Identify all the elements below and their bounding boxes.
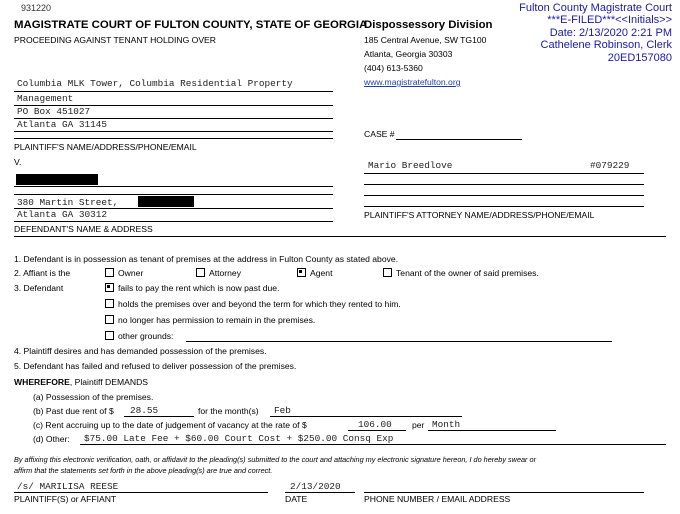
past-due-amount: 28.55 [130, 405, 159, 416]
checkbox-tenant[interactable] [383, 268, 539, 278]
stamp-line-4: Cathelene Robinson, Clerk [540, 39, 672, 52]
past-due-month-field[interactable] [270, 416, 462, 417]
case-number-field[interactable] [396, 139, 522, 140]
plaintiff-label: PLAINTIFF'S NAME/ADDRESS/PHONE/EMAIL [14, 142, 197, 152]
signature-field[interactable] [14, 492, 268, 493]
checkbox-agent-label: Agent [310, 268, 333, 278]
rent-rate-amount: 106.00 [358, 419, 392, 430]
signature-date-label: DATE [285, 494, 308, 504]
divider [364, 184, 644, 185]
redacted-defendant-name [16, 174, 98, 185]
contact-label: PHONE NUMBER / EMAIL ADDRESS [364, 494, 511, 504]
demand-c-label: (c) Rent accruing up to the date of judgement of vacancy at the rate of $ [33, 420, 307, 430]
attorney-name: Mario Breedlove [368, 160, 453, 171]
item-4: 4. Plaintiff desires and has demanded possession of the premises. [14, 346, 267, 356]
checkbox-other-grounds-label: other grounds: [118, 331, 174, 341]
checkbox-tenant-label: Tenant of the owner of said premises. [396, 268, 539, 278]
wherefore-bold: WHEREFORE [14, 377, 70, 387]
checkbox-icon [105, 268, 114, 277]
case-number-label: CASE # [364, 129, 395, 139]
plaintiff-line-2: Management [17, 93, 74, 104]
checkbox-icon [196, 268, 205, 277]
contact-field[interactable] [364, 492, 644, 493]
affirmation-line-1: By affixing this electronic verification, oath, or affidavit to the pleading(s) submitted to the court and attaching my electronic signature hereon, I do hereby swear or [14, 455, 537, 464]
checkbox-no-permission[interactable] [105, 315, 315, 325]
wherefore-heading [14, 377, 148, 387]
attorney-bar-number: #079229 [590, 160, 630, 171]
item-5: 5. Defendant has failed and refused to deliver possession of the premises. [14, 361, 297, 371]
checkbox-holds-over-label: holds the premises over and beyond the term for which they rented to him. [118, 299, 401, 309]
efile-stamp [519, 2, 672, 64]
division-website-link[interactable]: www.magistratefulton.org [364, 77, 461, 87]
court-title: MAGISTRATE COURT OF FULTON COUNTY, STATE OF GEORGIA [14, 19, 368, 31]
doc-number: 931220 [21, 3, 52, 13]
demand-a: (a) Possession of the premises. [33, 392, 154, 402]
checkbox-icon [105, 331, 114, 340]
demand-b-month-label: for the month(s) [198, 406, 259, 416]
plaintiff-line-3: PO Box 451027 [17, 106, 91, 117]
other-grounds-field[interactable] [186, 341, 612, 342]
rent-rate-period-field[interactable] [428, 430, 556, 431]
attorney-label: PLAINTIFF'S ATTORNEY NAME/ADDRESS/PHONE/EMAIL [364, 210, 595, 220]
rent-rate-period: Month [432, 419, 461, 430]
signature-label: PLAINTIFF(S) or AFFIANT [14, 494, 117, 504]
checkbox-attorney-label: Attorney [209, 268, 242, 278]
versus-label: V. [14, 157, 22, 167]
division-name: Dispossessory Division [364, 19, 493, 31]
divider [14, 131, 333, 132]
defendant-line-1: 380 Martin Street, [17, 197, 119, 208]
rent-rate-field[interactable] [348, 430, 406, 431]
checkbox-no-permission-label: no longer has permission to remain in the premises. [118, 315, 316, 325]
divider [14, 221, 333, 222]
item-1: 1. Defendant is in possession as tenant of premises at the address in Fulton County as stated above. [14, 254, 399, 264]
past-due-month: Feb [274, 405, 291, 416]
divider [14, 186, 333, 187]
demand-c-per: per [412, 420, 425, 430]
other-demands-field[interactable] [80, 444, 666, 445]
other-demands: $75.00 Late Fee + $60.00 Court Cost + $250.00 Consq Exp [84, 433, 394, 444]
checkbox-attorney[interactable] [196, 268, 241, 278]
checkbox-checked-icon [105, 283, 114, 292]
redacted-defendant-address [138, 196, 194, 207]
checkbox-owner-label: Owner [118, 268, 144, 278]
signature-value: /s/ MARILISA REESE [17, 481, 119, 492]
affirmation-line-2: affirm that the statements set forth in the above pleading(s) are true and correct. [14, 466, 273, 475]
demand-b-label: (b) Past due rent of $ [33, 406, 114, 416]
checkbox-icon [383, 268, 392, 277]
division-phone: (404) 613-5360 [364, 63, 423, 73]
defendant-label: DEFENDANT'S NAME & ADDRESS [14, 224, 153, 234]
checkbox-other-grounds[interactable] [105, 331, 173, 341]
plaintiff-line-4: Atlanta GA 31145 [17, 119, 108, 130]
checkbox-holds-over[interactable] [105, 299, 401, 309]
demand-d-label: (d) Other: [33, 434, 70, 444]
stamp-line-5: 20ED157080 [607, 51, 672, 64]
item-3-prefix: 3. Defendant [14, 283, 64, 293]
section-divider [14, 236, 666, 237]
division-address-2: Atlanta, Georgia 30303 [364, 49, 453, 59]
divider [14, 91, 333, 92]
divider [14, 138, 333, 139]
checkbox-owner[interactable] [105, 268, 143, 278]
divider [364, 206, 644, 207]
divider [14, 194, 333, 195]
checkbox-icon [105, 315, 114, 324]
past-due-amount-field[interactable] [124, 416, 194, 417]
checkbox-fails-to-pay[interactable] [105, 283, 279, 293]
wherefore-rest: , Plaintiff DEMANDS [69, 377, 149, 387]
signature-date-value: 2/13/2020 [290, 481, 341, 492]
signature-date-field[interactable] [285, 492, 355, 493]
checkbox-agent[interactable] [297, 268, 332, 278]
court-subtitle: PROCEEDING AGAINST TENANT HOLDING OVER [14, 35, 216, 45]
item-2-prefix: 2. Affiant is the [14, 268, 71, 278]
stamp-line-3: Date: 2/13/2020 2:21 PM [549, 26, 672, 39]
stamp-line-2: ***E-FILED***<<Initials>> [547, 14, 672, 27]
divider [364, 195, 644, 196]
checkbox-checked-icon [297, 268, 306, 277]
plaintiff-line-1: Columbia MLK Tower, Columbia Residential Property [17, 78, 293, 89]
defendant-line-2: Atlanta GA 30312 [17, 209, 108, 220]
checkbox-fails-to-pay-label: fails to pay the rent which is now past due. [118, 283, 280, 293]
division-address-1: 185 Central Avenue, SW TG100 [364, 35, 487, 45]
stamp-line-1: Fulton County Magistrate Court [519, 2, 672, 14]
divider [364, 173, 644, 174]
checkbox-icon [105, 299, 114, 308]
